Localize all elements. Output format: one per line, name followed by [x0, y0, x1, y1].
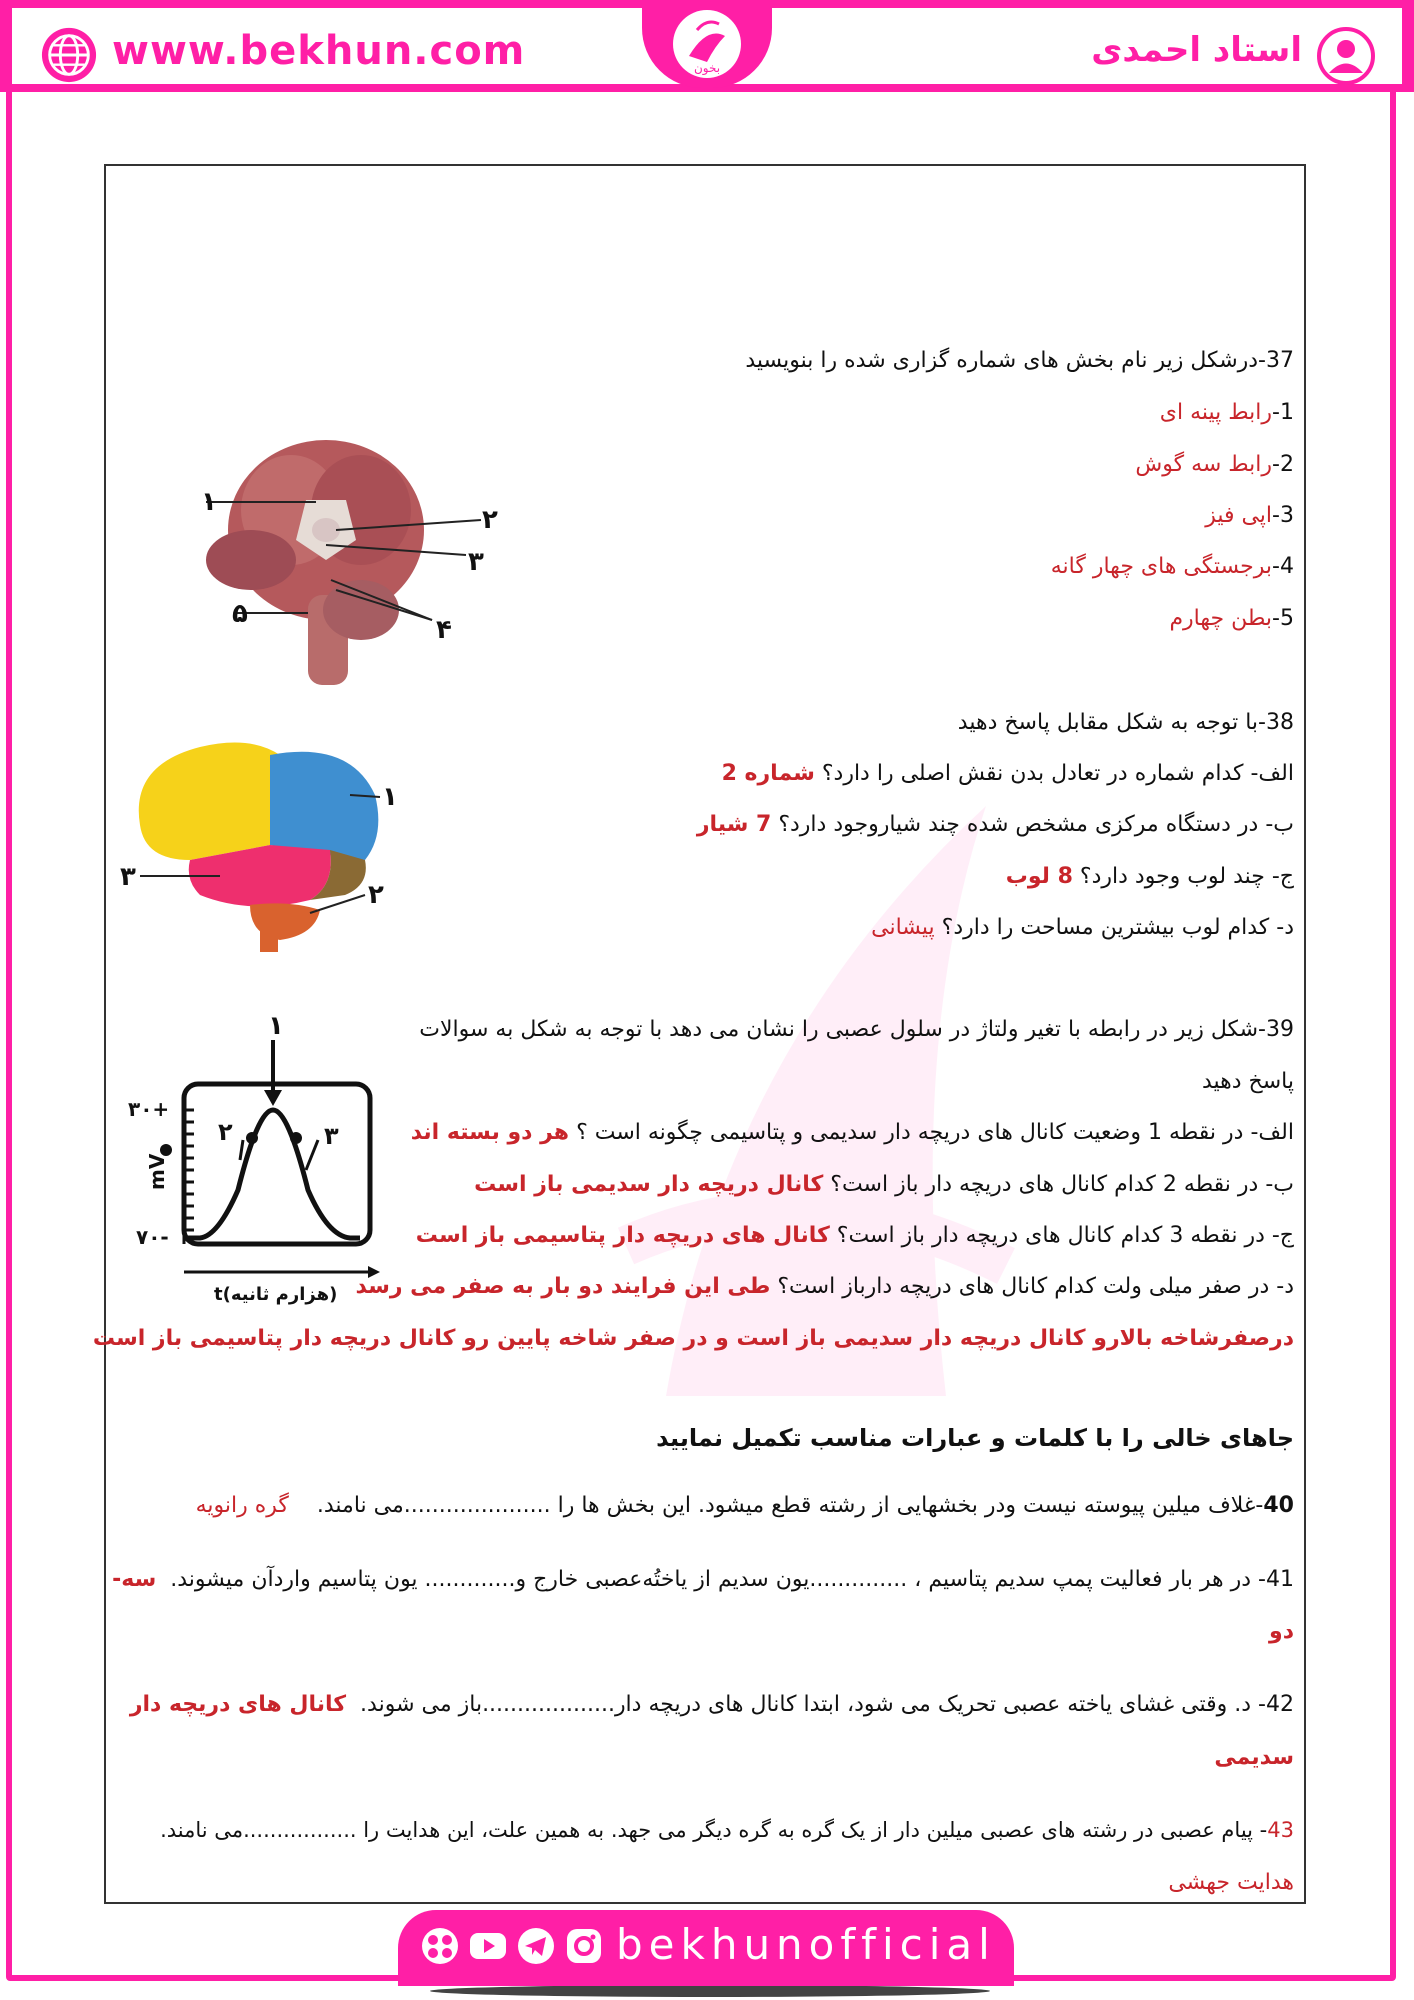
graph-point-1: ۱: [268, 1011, 284, 1041]
q38-c: ج- چند لوب وجود دارد؟ 8 لوب: [1005, 864, 1294, 889]
q39-d-answer-cont: درصفرشاخه بالارو کانال دریچه دار سدیمی باز است و در صفر شاخه پایین رو کانال دریچه دار پتاسیمی باز است: [92, 1326, 1294, 1351]
aparat-icon[interactable]: [420, 1926, 460, 1966]
q37-item-1: 1-رابط پینه ای: [1159, 400, 1294, 425]
q40: 40-غلاف میلین پیوسته نیست ودر بخشهایی از رشته قطع میشود. این بخش ها را .....................می نامند. گره رانویه: [195, 1493, 1294, 1518]
user-icon: [1316, 26, 1376, 86]
youtube-icon[interactable]: [468, 1926, 508, 1966]
graph-y-top: ۳۰+: [128, 1097, 170, 1121]
graph-y-bottom: ۷۰-: [136, 1225, 169, 1249]
q42-answer-cont: سدیمی: [1214, 1745, 1294, 1770]
q39-a: الف- در نقطه 1 وضعیت کانال های دریچه دار سدیمی و پتاسیمی چگونه است ؟ هر دو بسته اند: [410, 1120, 1294, 1145]
q39-question-cont: پاسخ دهید: [1201, 1069, 1294, 1094]
brain-label-4: ۴: [436, 615, 452, 645]
telegram-icon[interactable]: [516, 1926, 556, 1966]
q37-item-5: 5-بطن چهارم: [1169, 606, 1294, 631]
q38-a: الف- کدام شماره در تعادل بدن نقش اصلی را دارد؟ شماره 2: [721, 761, 1294, 786]
brain-label-1: ۱: [201, 487, 217, 517]
graph-point-2: ۲: [218, 1118, 233, 1146]
globe-icon: [40, 26, 98, 84]
brain-label-2: ۲: [482, 505, 498, 535]
q39-c: ج- در نقطه 3 کدام کانال های دریچه دار باز است؟ کانال های دریچه دار پتاسیمی باز است: [415, 1223, 1294, 1248]
q37-item-3: 3-اپی فیز: [1205, 503, 1294, 528]
logo-icon: [667, 6, 747, 82]
q38-d: د- کدام لوب بیشترین مساحت را دارد؟ پیشانی: [871, 915, 1294, 940]
logo-text: بخون: [693, 61, 721, 75]
graph-y-unit: mV: [145, 1153, 169, 1190]
graph-x-label: t(هزارم ثانیه): [214, 1284, 338, 1305]
brain-lobes-figure: [120, 735, 410, 955]
q39-question: 39-شکل زیر در رابطه با تغیر ولتاژ در سلول عصبی را نشان می دهد با توجه به شکل به سوالات: [419, 1017, 1294, 1042]
q43-answer: هدایت جهشی: [1168, 1870, 1294, 1895]
lobe-label-3: ۳: [120, 862, 136, 892]
q38-question: 38-با توجه به شکل مقابل پاسخ دهید: [957, 710, 1294, 735]
fill-heading: جاهای خالی را با کلمات و عبارات مناسب تکمیل نمایید: [656, 1424, 1294, 1452]
q41: 41- در هر بار فعالیت پمپ سدیم پتاسیم ، ..............یون سدیم از یاختُه‌عصبی خارج و............. یون پتاسیم واردآن میشوند. سه-: [112, 1567, 1294, 1592]
action-potential-graph: [128, 1010, 388, 1310]
lobe-label-2: ۲: [368, 880, 384, 910]
teacher-name: استاد احمدی: [1091, 30, 1302, 70]
q37-item-4: 4-برجستگی های چهار گانه: [1050, 554, 1294, 579]
footer-bar: [398, 1910, 1014, 1986]
q37-question: 37-درشکل زیر نام بخش های شماره گزاری شده را بنویسید: [745, 348, 1294, 373]
site-url[interactable]: www.bekhun.com: [112, 28, 526, 74]
q39-d: د- در صفر میلی ولت کدام کانال های دریچه دارباز است؟ طی این فرایند دو بار به صفر می رسد: [355, 1274, 1294, 1299]
q39-b: ب- در نقطه 2 کدام کانال های دریچه دار باز است؟ کانال دریچه دار سدیمی باز است: [474, 1172, 1294, 1197]
header-bar: [0, 0, 1414, 92]
q38-b: ب- در دستگاه مرکزی مشخص شده چند شیاروجود دارد؟ 7 شیار: [696, 812, 1294, 837]
lobe-label-1: ۱: [382, 782, 398, 812]
social-handle[interactable]: bekhunofficial: [616, 1920, 996, 1969]
q41-answer-cont: دو: [1269, 1619, 1294, 1644]
q37-item-2: 2-رابط سه گوش: [1135, 452, 1294, 477]
q42: 42- د. وقتی غشای یاخته عصبی تحریک می شود، ابتدا کانال های دریچه دار...................باز می شوند. کانال های دریچه دار: [129, 1692, 1294, 1717]
brain-label-3: ۳: [468, 547, 484, 577]
brain-section-figure: [196, 430, 516, 700]
brain-label-5: ۵: [232, 599, 248, 629]
q43: 43- پیام عصبی در رشته های عصبی میلین دار از یک گره به گره دیگر می جهد. به همین علت، این هدایت را .................می نامند.: [160, 1818, 1294, 1842]
graph-point-3: ۳: [324, 1122, 339, 1150]
footer-shadow: [430, 1985, 990, 1997]
instagram-icon[interactable]: [564, 1926, 604, 1966]
